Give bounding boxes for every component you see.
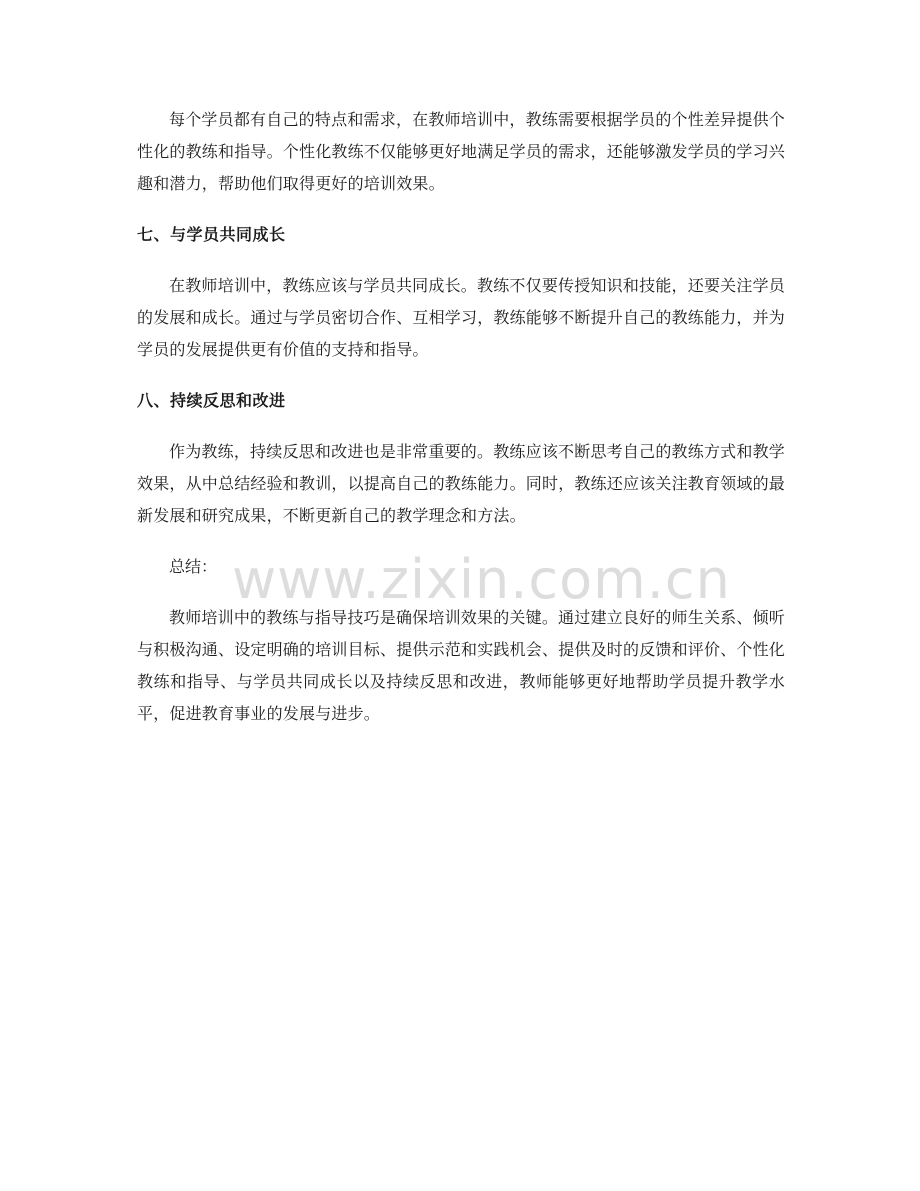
document-body — [137, 104, 785, 749]
section-paragraph-8: 作为教练，持续反思和改进也是非常重要的。教练应该不断思考自己的教练方式和教学效果，从中总结经验和教训，以提高自己的教练能力。同时，教练还应该关注教育领域的最新发展和研究成果，不断更新自己的教学理念和方法。 — [137, 442, 786, 525]
section-paragraph-7: 在教师培训中，教练应该与学员共同成长。教练不仅要传授知识和技能，还要关注学员的发展和成长。通过与学员密切合作、互相学习，教练能够不断提升自己的教练能力，并为学员的发展提供更有价值的支持和指导。 — [137, 276, 786, 359]
intro-paragraph: 每个学员都有自己的特点和需求，在教师培训中，教练需要根据学员的个性差异提供个性化的教练和指导。个性化教练不仅能够更好地满足学员的需求，还能够激发学员的学习兴趣和潜力，帮助他们取得更好的培训效果。 — [137, 110, 786, 193]
summary-label: 总结： — [169, 557, 218, 576]
section-heading-7: 七、与学员共同成长 — [137, 225, 286, 244]
section-heading-8: 八、持续反思和改进 — [137, 391, 286, 410]
summary-paragraph: 教师培训中的教练与指导技巧是确保培训效果的关键。通过建立良好的师生关系、倾听与积极沟通、设定明确的培训目标、提供示范和实践机会、提供及时的反馈和评价、个性化教练和指导、与学员共同成长以及持续反思和改进，教师能够更好地帮助学员提升教学水平，促进教育事业的发展与进步。 — [137, 608, 786, 723]
watermark-text: www.zixin.com.cn — [232, 548, 731, 611]
